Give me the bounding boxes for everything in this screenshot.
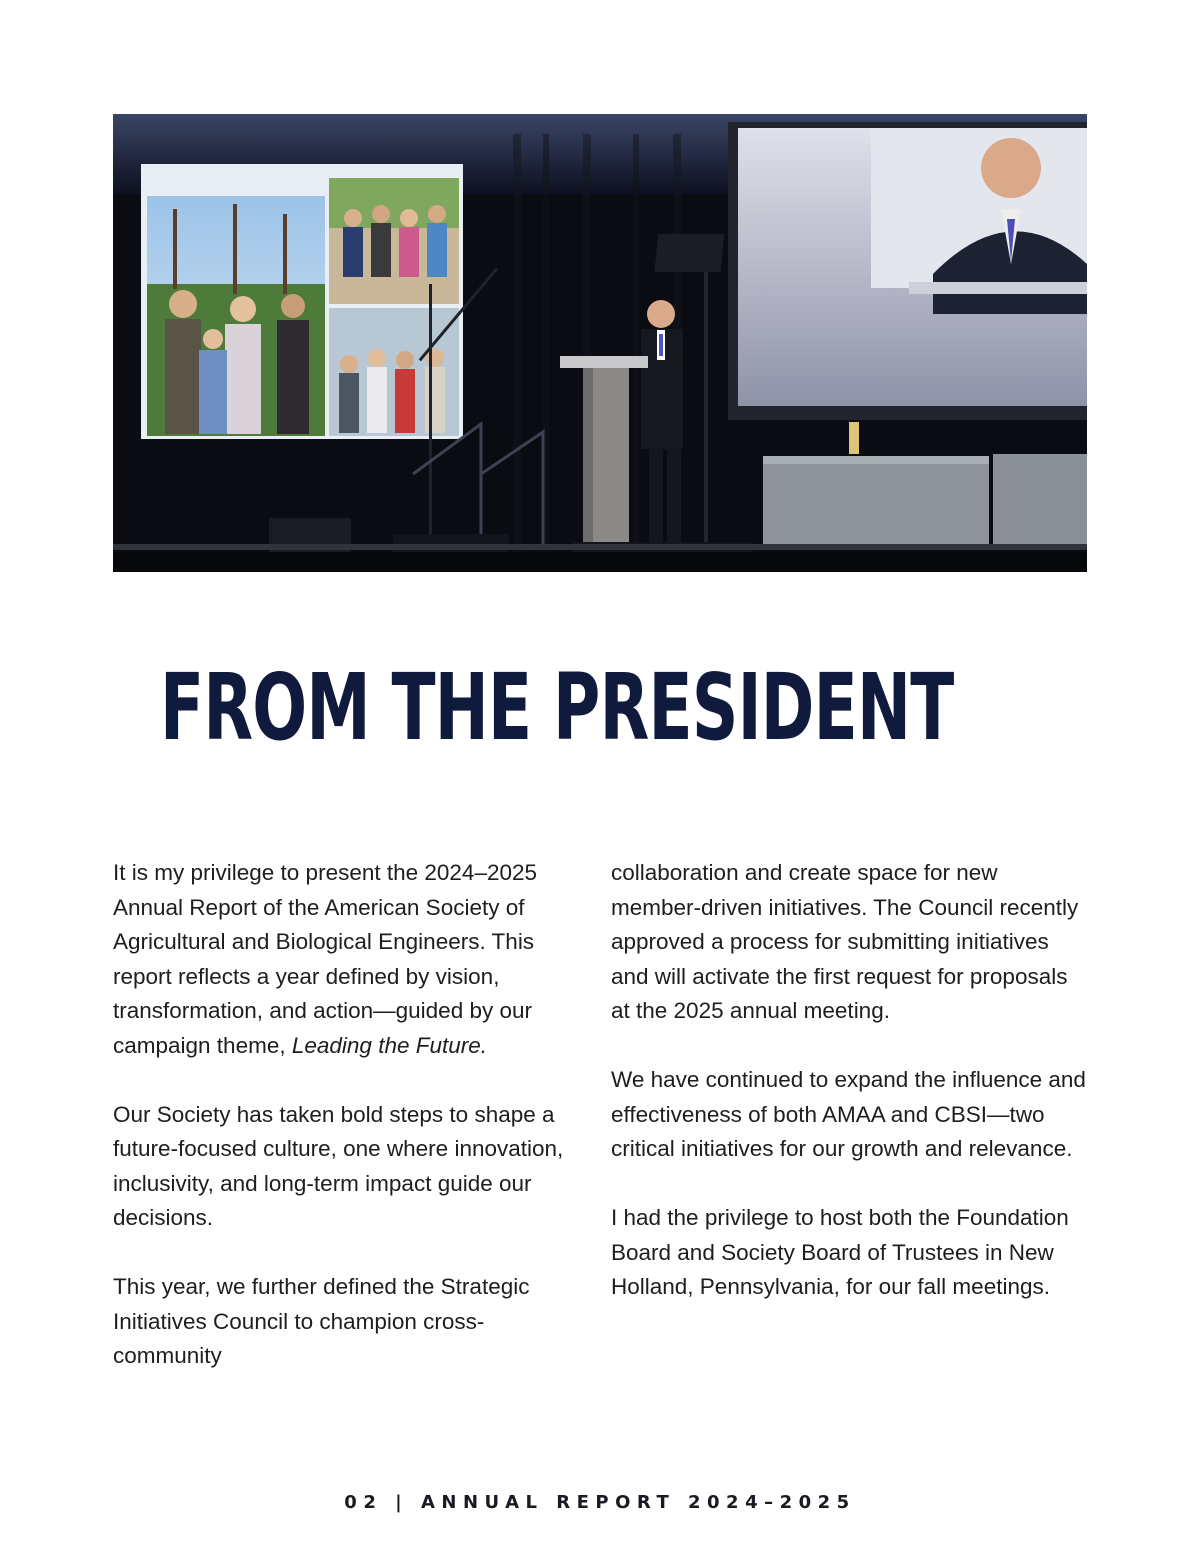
paragraph: collaboration and create space for new member-driven initiatives. The Council recently approved a process for submitting initiatives and will activate the first request for proposals at the 2025 annual meeting.	[611, 860, 1079, 1023]
paragraph: Our Society has taken bold steps to shape a future-focused culture, one where innovation, inclusivity, and long-term impact guide our decisions.	[113, 1101, 564, 1230]
page-title: FROM THE PRESIDENT	[160, 654, 954, 761]
body-column-left	[113, 856, 583, 1374]
page-footer: 02 | ANNUAL REPORT 2024–2025	[344, 1492, 856, 1513]
paragraph	[113, 856, 583, 1063]
paragraph: This year, we further defined the Strategic Initiatives Council to champion cross-community	[113, 1274, 530, 1368]
paragraph-text: It is my privilege to present the 2024–2025 Annual Report of the American Society of Agricultural and Biological Engineers. This report reflects a year defined by vision, transformation, and action—guided by our campaign theme,	[113, 860, 538, 1058]
paragraph: We have continued to expand the influence and effectiveness of both AMAA and CBSI—two critical initiatives for our growth and relevance.	[611, 1067, 1086, 1161]
campaign-theme: Leading the Future.	[291, 1032, 487, 1058]
stage-photo-illustration	[113, 114, 1087, 572]
body-column-right	[611, 856, 1091, 1305]
stage-photo	[113, 114, 1087, 572]
paragraph: I had the privilege to host both the Foundation Board and Society Board of Trustees in New Holland, Pennsylvania, for our fall meetings.	[611, 1205, 1069, 1299]
